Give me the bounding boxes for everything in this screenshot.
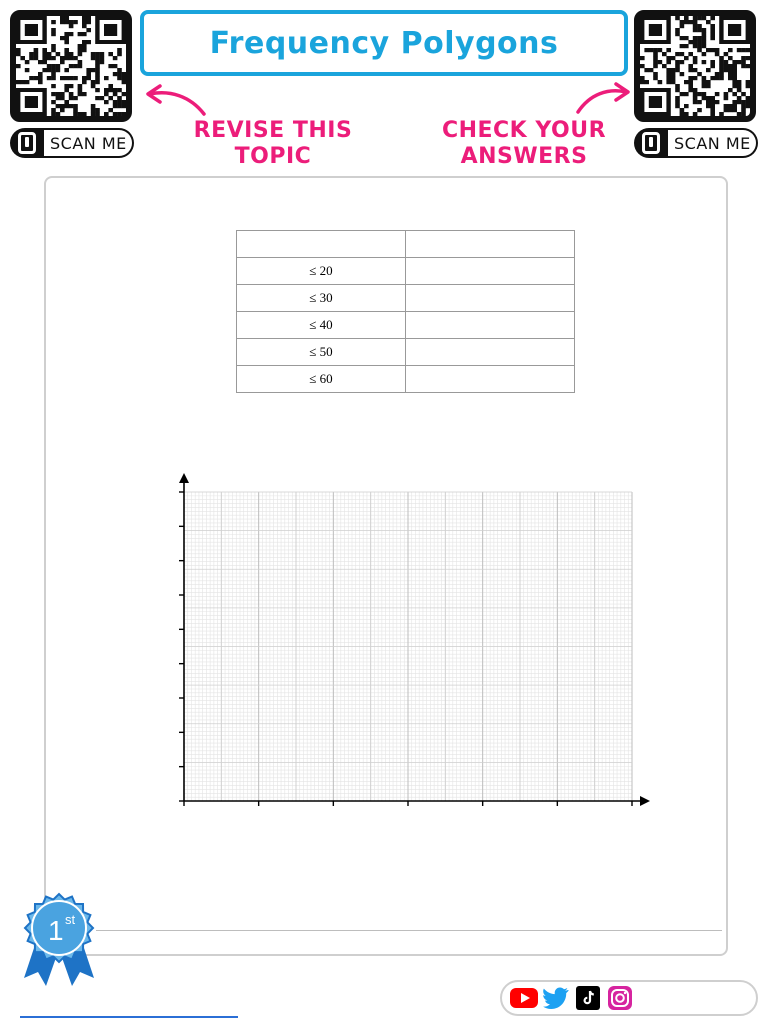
table-cell: ≤ 30 xyxy=(237,285,406,312)
table-cell xyxy=(406,231,575,258)
graph-paper-grid xyxy=(160,470,660,820)
scan-me-label: SCAN ME xyxy=(44,130,132,156)
table-cell xyxy=(406,339,575,366)
twitter-icon[interactable] xyxy=(542,985,570,1011)
phone-icon xyxy=(642,132,660,154)
qr-code-answers[interactable] xyxy=(634,10,756,122)
link-underline[interactable] xyxy=(20,1016,238,1018)
table-cell xyxy=(406,285,575,312)
qr-code-icon xyxy=(640,16,750,116)
scan-me-badge-right xyxy=(634,128,758,158)
check-answers-label: CHECK YOUR ANSWERS xyxy=(441,118,607,169)
page-title: Frequency Polygons xyxy=(209,25,559,61)
table-row xyxy=(237,366,575,393)
phone-icon xyxy=(18,132,36,154)
table-cell xyxy=(406,312,575,339)
table-row xyxy=(237,258,575,285)
table-row xyxy=(237,312,575,339)
arrow-left-icon xyxy=(140,82,210,122)
table-cell: ≤ 50 xyxy=(237,339,406,366)
tiktok-icon[interactable] xyxy=(574,985,602,1011)
table-cell xyxy=(406,366,575,393)
first-place-ribbon-icon xyxy=(18,890,102,990)
revise-topic-label: REVISE THIS TOPIC xyxy=(193,118,353,169)
scan-me-badge-left xyxy=(10,128,134,158)
cumulative-frequency-table xyxy=(236,230,575,393)
social-links xyxy=(500,980,758,1016)
table-cell: ≤ 20 xyxy=(237,258,406,285)
table-row xyxy=(237,285,575,312)
arrow-right-icon xyxy=(572,80,636,120)
youtube-icon[interactable] xyxy=(510,985,538,1011)
title-box xyxy=(140,10,628,76)
instagram-icon[interactable] xyxy=(606,985,634,1011)
badge-number: 1 xyxy=(48,915,64,946)
qr-code-icon xyxy=(16,16,126,116)
table-header-row xyxy=(237,231,575,258)
table-cell xyxy=(406,258,575,285)
scan-me-label: SCAN ME xyxy=(668,130,756,156)
table-cell: ≤ 40 xyxy=(237,312,406,339)
table-cell: ≤ 60 xyxy=(237,366,406,393)
table-cell xyxy=(237,231,406,258)
table-row xyxy=(237,339,575,366)
badge-suffix: st xyxy=(65,912,76,927)
answer-line xyxy=(96,930,722,931)
qr-code-revise[interactable] xyxy=(10,10,132,122)
